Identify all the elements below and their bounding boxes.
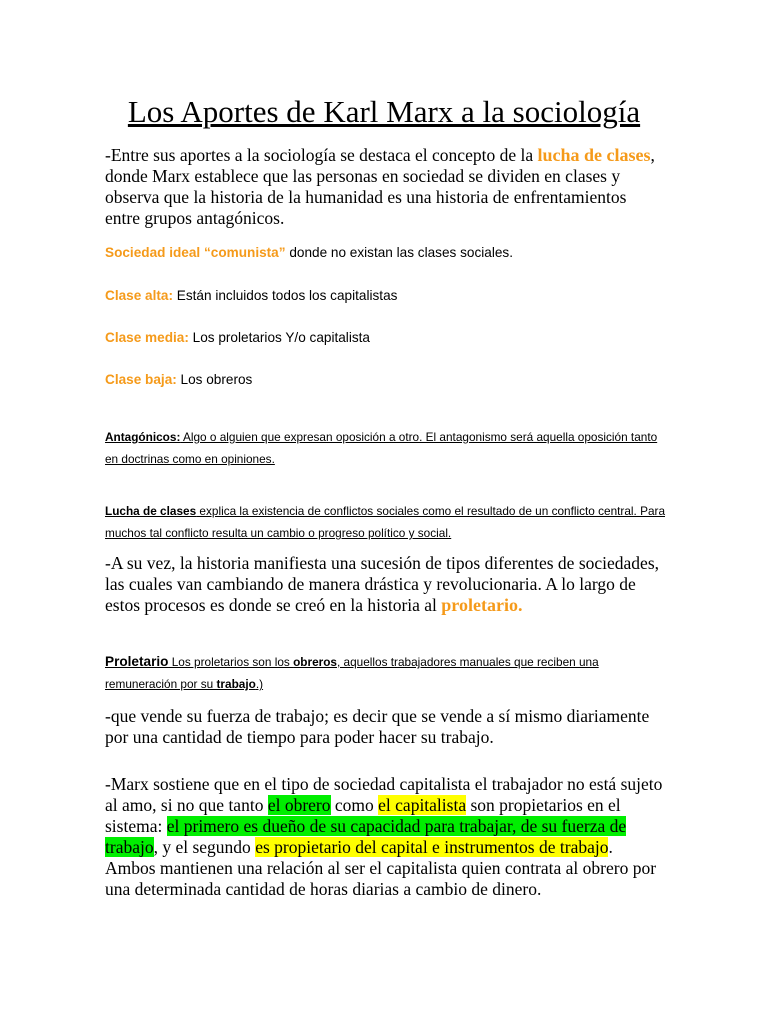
ideal-text: donde no existan las clases sociales. [285, 245, 513, 260]
page-title: Los Aportes de Karl Marx a la sociología [127, 94, 641, 129]
ideal-label: Sociedad ideal “comunista” [105, 245, 286, 260]
highlight-el-obrero: el obrero [267, 795, 331, 815]
baja-text: Los obreros [176, 372, 253, 387]
antagonicos-label: Antagónicos: [105, 430, 181, 444]
marx-text-e: . Ambos mantienen una relación al ser el capitalista quien contrata al obrero por una determinada cantidad de horas diarias a cambio de dinero. [105, 837, 657, 899]
alta-label: Clase alta: [105, 288, 174, 303]
line-clase-baja [105, 369, 665, 390]
highlight-el-capitalista: el capitalista [378, 795, 467, 815]
historia-text: -A su vez, la historia manifiesta una sucesión de tipos diferentes de sociedades, las cuales van cambiando de manera drástica y revolucionaria. A lo largo de estos procesos es donde se creó en la historia al [105, 553, 660, 615]
media-label: Clase media: [105, 330, 189, 345]
intro-text-b: , donde Marx establece que las personas en sociedad se dividen en clases y observa que la historia de la humanidad es una historia de enfrentamientos entre grupos antagónicos. [105, 145, 655, 228]
intro-text-a: -Entre sus aportes a la sociología se destaca el concepto de la [105, 145, 538, 165]
marx-text-a: -Marx sostiene que en el tipo de sociedad capitalista el trabajador no está sujeto al amo, si no que tanto [105, 774, 663, 815]
intro-highlight-lucha: lucha de clases [537, 145, 651, 165]
media-text: Los proletarios Y/o capitalista [188, 330, 370, 345]
proletario-text-a: Los proletarios son los [168, 655, 294, 669]
alta-text: Están incluidos todos los capitalistas [173, 288, 398, 303]
historia-highlight-proletario: proletario. [441, 595, 523, 615]
line-clase-media [105, 327, 665, 348]
highlight-propietario-capital: es propietario del capital e instrumentos de trabajo [255, 837, 609, 857]
line-clase-alta [105, 285, 665, 306]
definition-antagonicos [105, 426, 665, 470]
paragraph-fuerza-trabajo: -que vende su fuerza de trabajo; es decir que se vende a sí mismo diariamente por una cantidad de tiempo para poder hacer su trabajo. [105, 706, 650, 747]
definition-proletario [105, 651, 665, 695]
highlight-el-primero: el primero es dueño de su capacidad para trabajar, de su fuerza de trabajo [105, 816, 627, 857]
marx-text-c: son propietarios en el sistema: [105, 795, 621, 836]
marx-text-b: como [330, 795, 379, 815]
proletario-trabajo: trabajo [216, 677, 256, 691]
definition-lucha-de-clases [105, 500, 665, 544]
antagonicos-text: Algo o alguien que expresan oposición a otro. El antagonismo será aquella oposición tanto en doctrinas como en opiniones. [105, 430, 658, 466]
lucha-text: explica la existencia de conflictos sociales como el resultado de un conflicto central. Para muchos tal conflicto resulta un cambio o progreso político y social. [105, 504, 666, 540]
line-sociedad-ideal [105, 242, 665, 263]
paragraph-intro [105, 145, 665, 229]
baja-label: Clase baja: [105, 372, 177, 387]
lucha-label: Lucha de clases [105, 504, 197, 518]
proletario-obreros: obreros [293, 655, 337, 669]
paragraph-historia [105, 553, 665, 616]
proletario-text-d: .) [255, 677, 264, 691]
marx-text-d: , y el segundo [153, 837, 256, 857]
proletario-text-c: , aquellos trabajadores manuales que reciben una remuneración por su [105, 655, 599, 691]
paragraph-marx-sostiene [105, 774, 665, 900]
proletario-label: Proletario [105, 654, 169, 669]
